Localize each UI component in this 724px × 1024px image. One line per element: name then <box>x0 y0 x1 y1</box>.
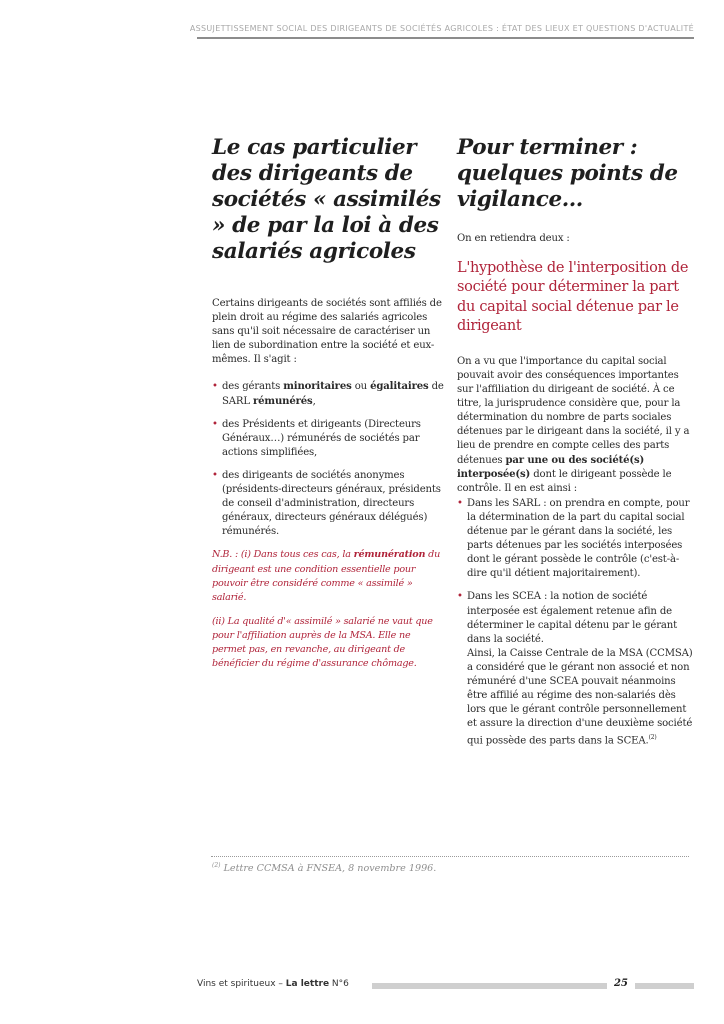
right-bullet-list <box>457 497 694 749</box>
right-section-title: Pour terminer : quelques points de vigilance… <box>457 135 678 212</box>
left-bullet-list <box>212 380 444 539</box>
footer-bar <box>372 983 694 989</box>
footer-publication: Vins et spiritueux – La lettre N°6 <box>197 979 349 989</box>
list-item: • des gérants minoritaires ou égalitaires de SARL rémunérés, <box>212 381 444 407</box>
left-section-title: Le cas particulier des dirigeants de sociétés « assimilés » de par la loi à des salariés agricoles <box>212 135 441 264</box>
right-intro: On en retiendra deux : <box>457 233 570 244</box>
header-rule <box>197 37 694 39</box>
bullet-icon: • <box>212 469 218 481</box>
bullet-icon: • <box>457 591 463 603</box>
bullet-icon: • <box>212 418 218 430</box>
list-item: • Dans les SCEA : la notion de société interposée est également retenue afin de déterminer le capital détenu par le gérant dans la société. Ainsi, la Caisse Centrale de la MSA (CCMSA) a considéré que le gérant non associé et non rémunéré d'une SCEA pouvait néanmoins être affilié au régime des non-salariés dès lors que le gérant contrôle personnellement et assure la direction d'une deuxième société qui possède des parts dans la SCEA.$^{(2)}$ <box>457 591 693 747</box>
list-item: • des dirigeants de sociétés anonymes (présidents-directeurs généraux, présidents de conseil d'administration, directeurs généraux, directeurs généraux délégués) rémunérés. <box>212 469 441 538</box>
list-item: • Dans les SARL : on prendra en compte, pour la détermination de la part du capital social détenue par le gérant dans la société, les parts détenues par les sociétés interposées dont le gérant possède le contrôle (c'est-à-dire qu'il détient majoritairement). <box>457 497 690 580</box>
running-header: ASSUJETTISSEMENT SOCIAL DES DIRIGEANTS DE SOCIÉTÉS AGRICOLES : ÉTAT DES LIEUX ET QUESTIONS D'ACTUALITÉ <box>189 24 694 33</box>
footnote: $^{(2)}$ Lettre CCMSA à FNSEA, 8 novembre 1996. <box>212 862 437 875</box>
bullet-icon: • <box>212 381 218 393</box>
footnote-reference: (2) <box>648 734 657 742</box>
nb-note: N.B. : (i) Dans tous ces cas, la rémunération du dirigeant est une condition essentielle pour pouvoir être considéré comme « assimilé » salarié. <box>212 549 441 603</box>
nb-note-2: (ii) La qualité d'« assimilé » salarié ne vaut que pour l'affiliation auprès de la MSA. Elle ne permet pas, en revanche, au dirigeant de bénéficier du régime d'assurance chômage. <box>212 615 433 670</box>
left-column <box>212 135 444 671</box>
right-subheading: L'hypothèse de l'interposition de société pour déterminer la part du capital social détenue par le dirigeant <box>457 260 689 334</box>
left-intro-paragraph: Certains dirigeants de sociétés sont affiliés de plein droit au régime des salariés agricoles sans qu'il soit nécessaire de caractériser un lien de subordination entre la société et eux-mêmes. Il s'agit : <box>212 298 442 366</box>
page-number: 25 <box>607 978 635 992</box>
bullet-icon: • <box>457 497 463 509</box>
right-column <box>457 135 694 758</box>
footnote-divider <box>211 856 689 857</box>
list-item: • des Présidents et dirigeants (Directeurs Généraux…) rémunérés de sociétés par actions simplifiées, <box>212 418 421 458</box>
right-paragraph: On a vu que l'importance du capital social pouvait avoir des conséquences importantes sur l'affiliation du dirigeant de société. À ce titre, la jurisprudence considère que, pour la détermination du nombre de parts sociales détenues par le dirigeant dans la société, il y a lieu de prendre en compte celles des parts détenues par une ou des société(s) interposée(s) dont le dirigeant possède le contrôle. Il en est ainsi : <box>457 355 690 494</box>
